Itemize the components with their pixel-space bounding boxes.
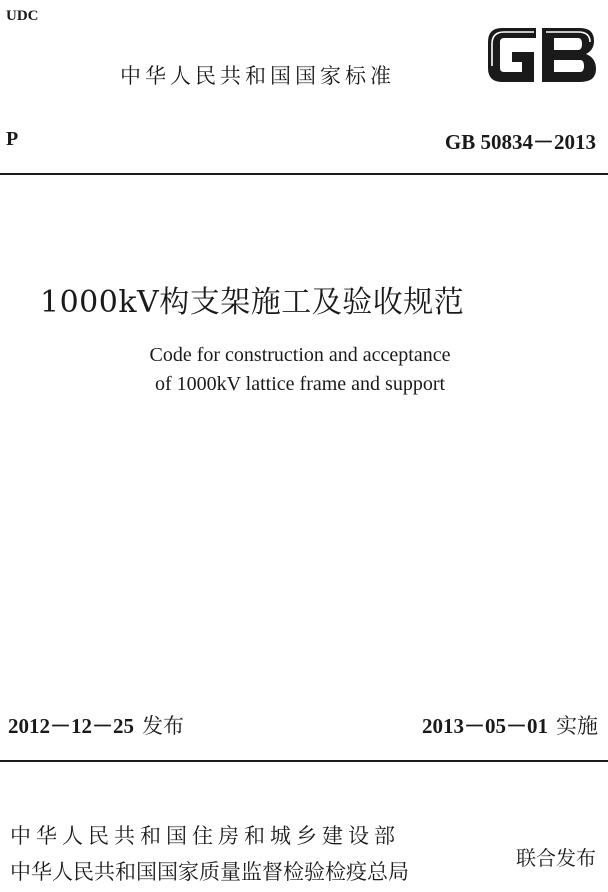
issue-date-block — [8, 710, 184, 740]
implement-date: 2013－05－01 — [422, 714, 548, 738]
issuer-title: 中华人民共和国国家标准 — [120, 64, 395, 88]
implement-label: 实施 — [556, 714, 598, 738]
implement-date-block — [422, 710, 598, 740]
standard-number: GB 50834－2013 — [444, 130, 596, 154]
bottom-divider — [0, 760, 608, 762]
joint-publish-label: 联合发布 — [516, 846, 596, 870]
gb-logo-icon — [482, 20, 600, 90]
classification-code: P — [6, 128, 19, 150]
issue-date: 2012－12－25 — [8, 714, 134, 738]
publisher-ministry-housing: 中华人民共和国住房和城乡建设部 — [10, 824, 400, 848]
issue-label: 发布 — [142, 714, 184, 738]
title-english-line2: of 1000kV lattice frame and support — [154, 373, 446, 395]
udc-label: UDC — [6, 8, 39, 24]
publisher-aqsiq: 中华人民共和国国家质量监督检验检疫总局 — [10, 860, 409, 884]
title-english-line1: Code for construction and acceptance — [149, 344, 451, 366]
title-english — [100, 341, 500, 399]
title-chinese: 1000kV构支架施工及验收规范 — [40, 285, 465, 320]
top-divider — [0, 173, 608, 175]
